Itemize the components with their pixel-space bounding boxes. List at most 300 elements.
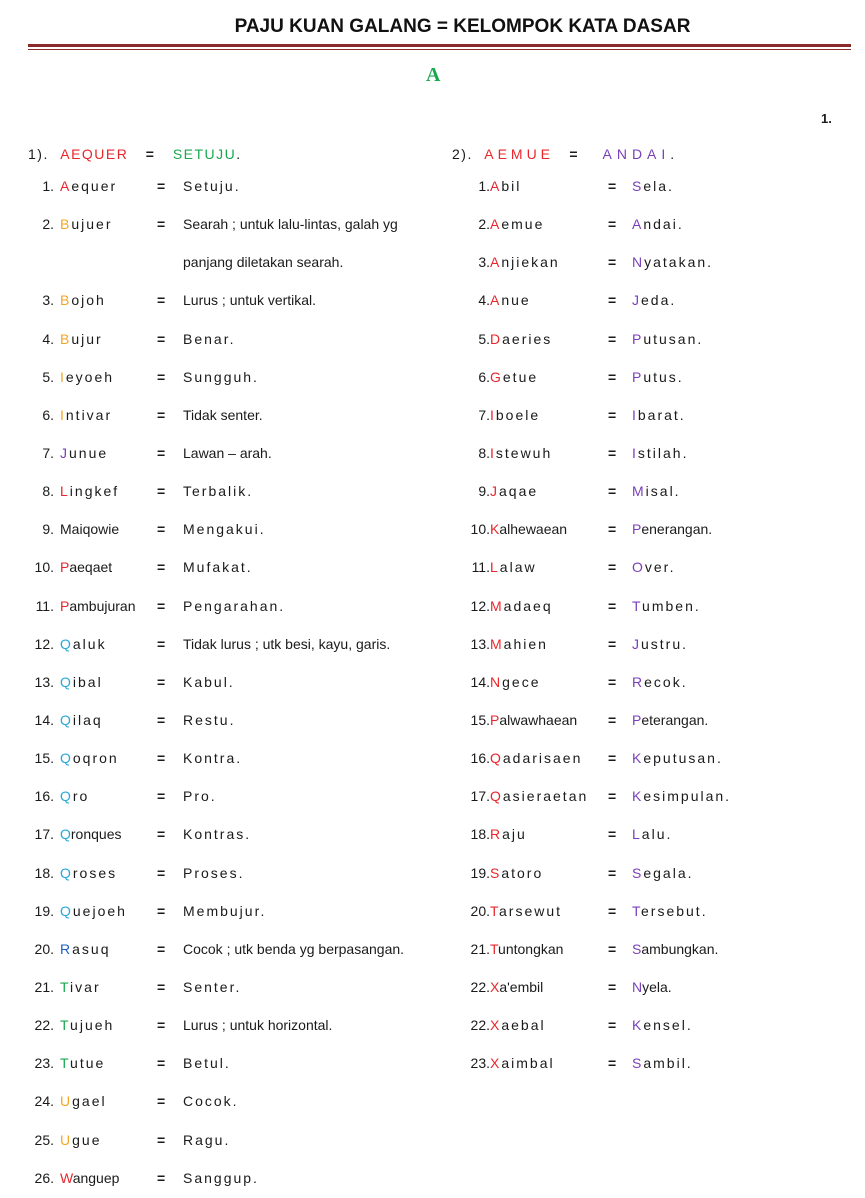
item-meaning: [632, 941, 718, 957]
list-item: [0, 740, 440, 778]
item-meaning: Pengarahan.: [183, 597, 286, 614]
list-item: [0, 816, 440, 854]
item-meaning: [632, 407, 686, 423]
item-number: 16.: [470, 750, 490, 767]
item-number: 19.: [34, 902, 54, 919]
item-equals: =: [157, 406, 166, 423]
item-meaning-initial: P: [632, 330, 644, 347]
item-word-rest: ibal: [72, 673, 103, 690]
list-item: [440, 359, 865, 397]
item-number: 5.: [478, 330, 490, 347]
item-meaning-rest: ecok.: [644, 673, 688, 690]
list-item: [440, 893, 865, 931]
item-meaning: Sanggup.: [183, 1169, 259, 1186]
group2-index: 2).: [452, 146, 473, 162]
item-word-rest: roses: [72, 864, 118, 881]
item-word: [490, 788, 588, 804]
item-meaning: Betul.: [183, 1055, 231, 1072]
item-word-initial: N: [490, 673, 503, 690]
item-word-initial: Q: [60, 635, 73, 652]
item-word-initial: Q: [490, 750, 503, 767]
item-meaning: [632, 826, 672, 842]
item-meaning: Membujur.: [183, 902, 267, 919]
item-equals: =: [157, 444, 166, 461]
item-meaning-initial: I: [632, 406, 638, 423]
item-number: 17.: [470, 788, 490, 805]
list-item: [440, 473, 865, 511]
item-meaning-initial: S: [632, 178, 644, 194]
item-number: 6.: [478, 368, 490, 385]
item-word: [490, 1017, 546, 1033]
item-meaning: Cocok ; utk benda yg berpasangan.: [183, 940, 405, 957]
group1-header: [28, 146, 242, 162]
item-number: 13.: [470, 635, 490, 652]
list-item: [0, 778, 440, 816]
item-meaning: [632, 178, 674, 194]
list-item: [440, 511, 865, 549]
item-meaning-rest: alu.: [641, 826, 673, 843]
list-item: [0, 1122, 440, 1160]
item-word-rest: aeries: [502, 330, 553, 347]
item-number: 2.: [42, 216, 54, 233]
item-word: [490, 826, 527, 842]
item-equals: =: [608, 559, 617, 576]
item-word-initial: Q: [60, 826, 71, 843]
item-meaning-initial: K: [632, 1017, 644, 1034]
item-equals: =: [608, 1055, 617, 1072]
item-word-rest: aju: [502, 826, 527, 843]
page-number: 1.: [821, 111, 832, 126]
item-meaning: Mufakat.: [183, 559, 253, 576]
item-word-rest: alhewaean: [499, 521, 568, 538]
item-word-rest: ojoh: [71, 292, 106, 309]
item-meaning-continuation: panjang diletakan searah.: [183, 254, 344, 271]
item-meaning: [632, 865, 694, 881]
list-item: [0, 435, 440, 473]
item-word: [60, 941, 110, 957]
item-word-rest: ambujuran: [69, 597, 136, 614]
list-item: [440, 626, 865, 664]
list-item: [0, 1045, 440, 1083]
item-number: 15.: [470, 711, 490, 728]
item-word-initial: R: [60, 940, 73, 957]
item-equals: =: [608, 216, 617, 233]
item-equals: =: [157, 902, 166, 919]
item-equals: =: [608, 902, 617, 919]
item-meaning-rest: ustru.: [641, 635, 689, 652]
item-number: 9.: [478, 483, 490, 500]
item-word-rest: uejoeh: [72, 902, 127, 919]
item-meaning: Tidak senter.: [183, 406, 263, 423]
item-meaning-initial: P: [632, 711, 642, 728]
item-word-rest: aeqaet: [69, 559, 113, 576]
item-word: [60, 331, 103, 347]
item-word-rest: a'embil: [499, 978, 544, 995]
item-word-initial: J: [60, 444, 69, 461]
item-meaning-initial: A: [632, 216, 644, 233]
item-meaning-initial: J: [632, 635, 641, 652]
group1-equals: =: [145, 146, 156, 162]
item-number: 17.: [34, 826, 54, 843]
group2-meaning: ANDAI: [602, 146, 671, 162]
item-meaning-initial: T: [632, 902, 641, 919]
item-equals: =: [157, 216, 166, 233]
item-word-rest: untongkan: [498, 940, 564, 957]
item-equals: =: [157, 864, 166, 881]
item-equals: =: [157, 635, 166, 652]
item-equals: =: [157, 1093, 166, 1110]
item-number: 1.: [478, 178, 490, 194]
item-number: 19.: [470, 864, 490, 881]
item-number: 15.: [34, 750, 54, 767]
item-word-initial: G: [490, 368, 503, 385]
item-word-initial: I: [60, 406, 66, 423]
item-meaning: Kontra.: [183, 750, 243, 767]
item-equals: =: [157, 978, 166, 995]
item-meaning-initial: S: [632, 1055, 644, 1072]
item-word: [490, 674, 540, 690]
item-meaning: [632, 216, 684, 232]
list-item: [0, 969, 440, 1007]
item-word: [490, 636, 548, 652]
item-word: [60, 1017, 114, 1033]
item-word-rest: ahien: [503, 635, 548, 652]
item-word: [60, 292, 106, 308]
item-meaning-initial: R: [632, 673, 645, 690]
item-word: [490, 521, 567, 537]
item-meaning: [632, 369, 684, 385]
item-word-initial: A: [490, 292, 502, 309]
item-word-initial: K: [490, 521, 500, 538]
item-meaning: Ragu.: [183, 1131, 231, 1148]
item-number: 4.: [42, 330, 54, 347]
item-word: [60, 1055, 105, 1071]
item-word-rest: emue: [501, 216, 545, 233]
item-number: 12.: [34, 635, 54, 652]
group1-list: [0, 168, 440, 1198]
item-word-initial: Q: [60, 902, 73, 919]
item-meaning: [632, 674, 688, 690]
item-word: [490, 1055, 555, 1071]
item-equals: =: [157, 330, 166, 347]
item-meaning-rest: eputusan.: [643, 750, 723, 767]
item-word-rest: aimbal: [501, 1055, 555, 1072]
item-number: 16.: [34, 788, 54, 805]
item-meaning: Tidak lurus ; utk besi, kayu, garis.: [183, 635, 391, 652]
item-word-initial: M: [490, 635, 504, 652]
item-word-rest: ilaq: [72, 711, 103, 728]
item-meaning-initial: S: [632, 940, 642, 957]
item-meaning-rest: yatakan.: [644, 254, 714, 271]
list-item: [0, 702, 440, 740]
item-word: [60, 483, 119, 499]
item-equals: =: [157, 368, 166, 385]
item-meaning-initial: M: [632, 483, 646, 500]
item-meaning: [632, 445, 688, 461]
item-number: 10.: [34, 559, 54, 576]
item-word-initial: U: [60, 1093, 73, 1110]
list-item: [440, 549, 865, 587]
item-word-rest: arsewut: [499, 902, 563, 919]
item-word-rest: ingkef: [69, 483, 120, 500]
item-meaning-rest: barat.: [637, 406, 686, 423]
item-word: [60, 636, 107, 652]
item-word: [60, 865, 117, 881]
item-meaning: Mengakui.: [183, 521, 266, 538]
item-word-rest: ronques: [70, 826, 122, 843]
item-word-initial: Q: [60, 750, 73, 767]
group1-dot: .: [236, 146, 242, 162]
item-word: [60, 826, 121, 842]
item-word-rest: adaeq: [503, 597, 553, 614]
item-word-initial: T: [490, 902, 499, 919]
item-equals: =: [608, 368, 617, 385]
item-word: [490, 598, 553, 614]
item-meaning: Senter.: [183, 978, 242, 995]
item-word-rest: stewuh: [495, 444, 553, 461]
item-word-initial: X: [490, 978, 500, 995]
item-equals: =: [608, 750, 617, 767]
item-equals: =: [608, 444, 617, 461]
item-equals: =: [157, 178, 166, 194]
item-number: 4.: [478, 292, 490, 309]
item-meaning-initial: J: [632, 292, 641, 309]
group2-list: [440, 168, 865, 1083]
item-meaning: [632, 292, 676, 308]
item-equals: =: [157, 826, 166, 843]
item-number: 20.: [470, 902, 490, 919]
item-word: [60, 598, 136, 614]
item-word: [490, 750, 582, 766]
item-word: [490, 369, 538, 385]
item-word-initial: A: [490, 178, 502, 194]
item-meaning-initial: N: [632, 254, 645, 271]
item-word-rest: adarisaen: [502, 750, 583, 767]
item-meaning-rest: isal.: [645, 483, 681, 500]
item-number: 12.: [470, 597, 490, 614]
item-word: [490, 559, 537, 575]
list-item: [440, 740, 865, 778]
list-item: [0, 473, 440, 511]
item-meaning: [632, 903, 708, 919]
item-meaning: Sungguh.: [183, 368, 259, 385]
list-item: [440, 435, 865, 473]
item-meaning-initial: T: [632, 597, 643, 614]
item-word-initial: Q: [60, 711, 73, 728]
item-word: [60, 1170, 119, 1186]
item-meaning: [632, 559, 675, 575]
item-word-initial: B: [60, 330, 72, 347]
list-item: [0, 549, 440, 587]
item-meaning: [632, 979, 672, 995]
item-number: 18.: [470, 826, 490, 843]
item-number: 18.: [34, 864, 54, 881]
item-word-initial: L: [60, 483, 70, 500]
item-number: 3.: [478, 254, 490, 271]
item-equals: =: [608, 254, 617, 271]
item-meaning: [632, 712, 708, 728]
item-meaning-rest: ela.: [643, 178, 674, 194]
item-word-initial: R: [490, 826, 503, 843]
item-equals: =: [157, 1055, 166, 1072]
item-word-initial: Q: [60, 864, 73, 881]
item-meaning-rest: umben.: [642, 597, 701, 614]
item-meaning: [632, 636, 688, 652]
item-word-initial: I: [490, 444, 496, 461]
item-meaning-rest: esimpulan.: [643, 788, 732, 805]
item-meaning: Lurus ; untuk vertikal.: [183, 292, 317, 309]
list-item: [0, 206, 440, 244]
item-word-initial: P: [490, 711, 500, 728]
item-number: 11.: [35, 597, 54, 614]
item-meaning-rest: ensel.: [643, 1017, 693, 1034]
item-word-rest: alaw: [499, 559, 537, 576]
item-word-rest: ujur: [71, 330, 103, 347]
item-word-initial: X: [490, 1055, 502, 1072]
item-word: [60, 445, 108, 461]
item-word-initial: T: [60, 1055, 71, 1072]
item-equals: =: [608, 178, 617, 194]
item-number: 1.: [42, 178, 54, 194]
item-word-rest: etue: [502, 368, 539, 385]
item-number: 6.: [42, 406, 54, 423]
item-meaning-initial: N: [632, 978, 643, 995]
item-meaning: Proses.: [183, 864, 245, 881]
item-meaning-rest: enerangan.: [641, 521, 713, 538]
item-equals: =: [157, 559, 166, 576]
item-meaning: [632, 1055, 693, 1071]
item-equals: =: [608, 1017, 617, 1034]
list-item: [440, 778, 865, 816]
item-word-rest: ivar: [70, 978, 101, 995]
list-item: [0, 1083, 440, 1121]
item-word-initial: T: [60, 1017, 71, 1034]
item-meaning: Lawan – arah.: [183, 444, 272, 461]
item-word-initial: A: [490, 216, 502, 233]
item-meaning-rest: ver.: [644, 559, 676, 576]
group2-word: AEMUE: [484, 146, 555, 162]
item-word: [60, 1132, 101, 1148]
item-equals: =: [157, 483, 166, 500]
item-meaning: [632, 1017, 693, 1033]
list-item: [440, 206, 865, 244]
item-meaning-initial: L: [632, 826, 642, 843]
title-rule-thin: [28, 49, 851, 50]
item-number: 8.: [478, 444, 490, 461]
group2-dot: .: [670, 146, 676, 162]
item-word: [490, 254, 560, 270]
item-meaning: Pro.: [183, 788, 217, 805]
item-meaning-initial: O: [632, 559, 645, 576]
item-equals: =: [608, 978, 617, 995]
list-item: [0, 626, 440, 664]
item-word-initial: T: [60, 978, 71, 995]
item-number: 2.: [478, 216, 490, 233]
item-meaning-rest: ambil.: [643, 1055, 693, 1072]
list-item: [440, 855, 865, 893]
item-meaning-rest: eda.: [641, 292, 677, 309]
item-word: [490, 712, 577, 728]
item-number: 22.: [34, 1017, 54, 1034]
item-word: [60, 521, 119, 537]
item-word-initial: P: [60, 597, 70, 614]
item-meaning-rest: eterangan.: [641, 711, 709, 728]
item-word: [60, 674, 103, 690]
item-meaning-rest: yela.: [642, 978, 672, 995]
item-meaning: Restu.: [183, 711, 236, 728]
item-word-rest: ntivar: [65, 406, 113, 423]
item-word: [490, 483, 538, 499]
item-equals: =: [608, 292, 617, 309]
item-number: 13.: [34, 673, 54, 690]
item-equals: =: [608, 711, 617, 728]
item-word-rest: njiekan: [501, 254, 560, 271]
item-number: 22.: [470, 978, 490, 995]
item-meaning: [632, 331, 703, 347]
group2-header: [452, 146, 676, 162]
item-equals: =: [157, 292, 166, 309]
item-equals: =: [157, 788, 166, 805]
list-item: [0, 321, 440, 359]
item-meaning: Kontras.: [183, 826, 252, 843]
list-item: [0, 1007, 440, 1045]
list-item: [440, 397, 865, 435]
list-item: [0, 282, 440, 320]
item-meaning: [632, 483, 681, 499]
item-word: [60, 178, 117, 194]
item-word-initial: B: [60, 292, 72, 309]
item-word-initial: I: [490, 406, 496, 423]
list-item: [440, 702, 865, 740]
item-word-rest: boele: [495, 406, 541, 423]
item-word-rest: gue: [72, 1131, 102, 1148]
item-word: [490, 903, 562, 919]
item-meaning: [632, 521, 712, 537]
item-equals: =: [157, 711, 166, 728]
item-number: 7.: [42, 444, 54, 461]
item-meaning: Cocok.: [183, 1093, 239, 1110]
item-word-initial: X: [490, 1017, 502, 1034]
item-word-initial: Q: [490, 788, 503, 805]
item-number: 11.: [471, 559, 490, 576]
item-meaning-initial: I: [632, 444, 638, 461]
item-equals: =: [608, 826, 617, 843]
item-word-rest: aqae: [499, 483, 539, 500]
item-word: [60, 788, 89, 804]
item-number: 5.: [42, 368, 54, 385]
item-word: [490, 178, 521, 194]
item-word-rest: eyoeh: [65, 368, 115, 385]
list-item: [440, 168, 865, 206]
list-item: [0, 397, 440, 435]
section-letter: A: [426, 64, 441, 86]
list-item: [0, 931, 440, 969]
item-equals: =: [608, 521, 617, 538]
item-word-initial: J: [490, 483, 499, 500]
list-item-continuation: [0, 244, 440, 282]
item-number: 20.: [34, 940, 54, 957]
item-meaning: Kabul.: [183, 673, 235, 690]
item-word: [490, 216, 544, 232]
item-word-rest: equer: [71, 178, 118, 194]
item-number: 10.: [470, 521, 490, 538]
item-word: [60, 750, 119, 766]
item-word: [490, 331, 552, 347]
list-item: [440, 244, 865, 282]
list-item: [0, 855, 440, 893]
list-item: [440, 321, 865, 359]
item-number: 21.: [470, 940, 490, 957]
